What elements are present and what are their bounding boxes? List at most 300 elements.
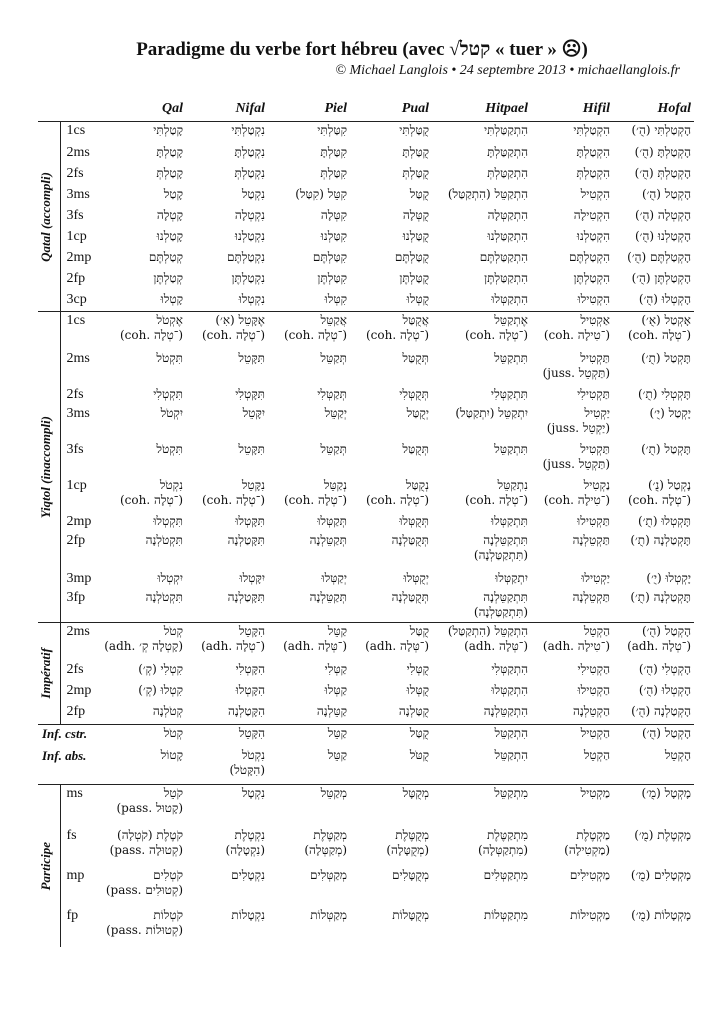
- table-row: [38, 312, 694, 350]
- form-cell: [104, 725, 186, 747]
- form-text: נִקְטַל: [241, 186, 265, 201]
- form-text: קִטַּלְתִּי: [317, 123, 347, 137]
- person-label: 3fs: [66, 207, 84, 223]
- form-cell: [531, 386, 613, 405]
- section-label-cell: [38, 122, 60, 312]
- form-cell: [186, 827, 268, 867]
- form-text: הִתְקַטַּלְתֶּם: [479, 249, 528, 264]
- form-text: (coh. ־טְלָה): [283, 328, 347, 342]
- form-text: קֻטַּלְתָּ: [402, 144, 429, 159]
- form-cell: [350, 477, 432, 513]
- form-text: הַקְטֵל: [583, 624, 610, 638]
- table-row: [38, 207, 694, 228]
- person-label: 1cs: [60, 122, 104, 144]
- form-text: הַקְטֵלְנָה: [573, 703, 610, 718]
- form-cell: [432, 867, 531, 907]
- form-text: נְקֻטַּל: [405, 477, 429, 492]
- form-text: קָטַלְנוּ: [156, 228, 183, 243]
- form-cell: [531, 623, 613, 661]
- form-label: Inf. abs.: [42, 747, 87, 763]
- form-text: יַקְטִיל: [584, 405, 610, 420]
- form-cell: [613, 623, 694, 661]
- person-label: 3ms: [66, 405, 90, 421]
- form-cell: [350, 350, 432, 386]
- form-cell: [350, 249, 432, 270]
- form-text: אֶקָּטֵל (אִ׳): [215, 313, 265, 327]
- form-text: יְקֻטְּלוּ: [403, 570, 429, 585]
- person-label: mp: [66, 867, 85, 883]
- form-text: (coh. ־טְלָה): [365, 492, 429, 507]
- form-text: נִתְקַטֵּל: [497, 477, 528, 492]
- form-text: מָקְטָלִים (מֻ׳): [630, 867, 691, 882]
- column-header: Piel: [268, 93, 350, 122]
- form-cell: [432, 477, 531, 513]
- form-text: אָקְטַל (אֻ׳): [641, 313, 691, 327]
- form-cell: [350, 907, 432, 947]
- form-text: קֻטַּל: [409, 726, 429, 740]
- form-text: קִטַּלְתָּ: [320, 144, 347, 159]
- form-cell: [613, 270, 694, 291]
- form-cell: [531, 405, 613, 441]
- form-text: יַקְטִילוּ: [581, 570, 610, 585]
- form-text: מְקַטְּלִים: [309, 867, 347, 882]
- form-cell: [104, 661, 186, 682]
- form-text: נִקְטַלְתָּ: [234, 144, 265, 159]
- form-cell: [613, 291, 694, 312]
- form-cell: [432, 122, 531, 144]
- person-label: 2fp: [66, 270, 86, 286]
- form-text: הָקְטַלְנָה (הֻ׳): [631, 703, 691, 718]
- form-cell: [186, 785, 268, 827]
- form-cell: [613, 386, 694, 405]
- person-label: 1cp: [66, 228, 87, 244]
- form-cell: [432, 291, 531, 312]
- form-cell: [104, 291, 186, 312]
- form-cell: [268, 312, 350, 350]
- form-text: הִקְטַלְתִּי: [573, 123, 610, 137]
- form-cell: [432, 228, 531, 249]
- form-cell: [432, 441, 531, 477]
- form-cell: [350, 186, 432, 207]
- form-text: תְּקַטְּלִי: [317, 386, 347, 401]
- form-cell: [268, 441, 350, 477]
- form-cell: [186, 867, 268, 907]
- form-text: קָטַלְתְּ: [156, 165, 183, 180]
- table-row: [38, 867, 694, 907]
- form-cell: [268, 589, 350, 623]
- form-cell: [268, 661, 350, 682]
- form-text: תִּקָּטֵל: [238, 441, 265, 456]
- form-cell: [531, 907, 613, 947]
- form-cell: [531, 122, 613, 144]
- form-text: הִקְטַלְתְּ: [576, 165, 610, 180]
- form-cell: [432, 405, 531, 441]
- person-label: fp: [66, 907, 79, 923]
- form-text: תִּתְקַטֵּל: [494, 441, 528, 456]
- form-cell: [531, 312, 613, 350]
- form-text: מָקְטָלוֹת (מֻ׳): [631, 907, 691, 922]
- form-text: מְקֻטָּל: [402, 786, 429, 800]
- person-label: 2fs: [66, 165, 84, 181]
- form-text: מְקַטֶּלֶת: [313, 827, 347, 842]
- person-label: 2ms: [60, 623, 104, 661]
- column-header: Hofal: [613, 93, 694, 122]
- form-text: קֻטַּלְנָה: [398, 703, 429, 718]
- form-text: קָטַלְתָּ: [156, 144, 183, 159]
- form-cell: [613, 827, 694, 867]
- form-text: קֻטְּלוּ: [406, 291, 429, 306]
- form-cell: [268, 513, 350, 532]
- form-cell: [531, 513, 613, 532]
- form-text: קֻטַּל: [409, 186, 429, 201]
- form-text: (juss. תַּקְטֵל): [542, 456, 610, 471]
- person-label: 3mp: [66, 570, 92, 586]
- form-cell: [186, 725, 268, 747]
- form-text: (juss. תַּקְטֵל): [542, 365, 610, 380]
- table-row: [38, 405, 694, 441]
- form-text: הִתְקַטְּלוּ: [491, 291, 528, 306]
- form-text: קֻטַּלְתְּ: [402, 165, 429, 180]
- form-cell: [350, 144, 432, 165]
- form-cell: [613, 532, 694, 570]
- form-text: (coh. ־טְלָה): [201, 328, 265, 342]
- column-header: Nifal: [186, 93, 268, 122]
- form-text: נִקְטָל: [241, 786, 265, 800]
- form-text: קְטֹלְנָה: [152, 703, 183, 718]
- form-text: תַּקְטֵלְנָה: [572, 589, 610, 604]
- form-text: יָקְטַל (יֻ׳): [649, 405, 691, 420]
- form-text: קִטַּלְנוּ: [320, 228, 347, 243]
- form-text: הִתְקַטֵּל: [494, 726, 528, 740]
- form-text: נָקְטַל (נֻ׳): [647, 477, 691, 492]
- form-text: תְּקֻטַּל: [402, 441, 429, 456]
- form-cell: [531, 186, 613, 207]
- form-cell: [432, 703, 531, 725]
- form-text: מָקְטָל (מֻ׳): [641, 786, 691, 800]
- form-cell: [432, 907, 531, 947]
- form-cell: [268, 570, 350, 589]
- form-cell: [268, 827, 350, 867]
- form-text: הִקָּטֵל: [238, 726, 265, 740]
- form-text: הִתְקַטֵּל (הִתְקַטַּל): [447, 186, 528, 201]
- form-cell: [350, 725, 432, 747]
- form-text: יְקֻטַּל: [406, 405, 429, 420]
- form-text: קֻטֹּל: [409, 747, 429, 762]
- form-cell: [432, 682, 531, 703]
- form-cell: [432, 249, 531, 270]
- form-cell: [268, 249, 350, 270]
- form-cell: [350, 270, 432, 291]
- form-cell: [531, 682, 613, 703]
- form-text: (adh. ־טְלָה): [627, 639, 691, 653]
- table-row: [38, 703, 694, 725]
- form-cell: [613, 441, 694, 477]
- form-text: קָטְלוּ: [160, 291, 183, 306]
- form-cell: [531, 228, 613, 249]
- form-text: קֻטַּלְתִּי: [399, 123, 429, 137]
- form-cell: [186, 122, 268, 144]
- form-cell: [104, 312, 186, 350]
- form-text: קֻטְּלוּ: [406, 682, 429, 697]
- form-text: יִקְטְלוּ: [157, 570, 183, 585]
- form-cell: [432, 165, 531, 186]
- form-cell: [432, 270, 531, 291]
- person-label: fs: [66, 827, 77, 843]
- form-cell: [432, 589, 531, 623]
- form-cell: [104, 477, 186, 513]
- form-text: הָקְטְלָה (הֻ׳): [635, 207, 691, 222]
- form-text: תָּקְטַל (תֻ׳): [641, 350, 691, 365]
- form-text: הַקְטֵל: [583, 747, 610, 762]
- form-cell: [613, 207, 694, 228]
- column-header: Hitpael: [432, 93, 531, 122]
- form-cell: [350, 867, 432, 907]
- form-cell: [268, 405, 350, 441]
- form-text: קֻטְּלִי: [406, 661, 429, 676]
- form-text: מְקֻטֶּלֶת: [395, 827, 429, 842]
- form-text: נִקְטֹל: [159, 477, 183, 492]
- form-text: (coh. ־טִילָה): [543, 492, 610, 507]
- table-row: [38, 589, 694, 623]
- form-text: קַטְּלִי: [324, 661, 347, 676]
- form-text: (מַקְטִילָה): [564, 842, 610, 857]
- form-text: (coh. ־טְלָה): [627, 328, 691, 342]
- form-cell: [531, 725, 613, 747]
- form-text: (תִּתְקַטַּלְנָה): [473, 604, 528, 619]
- form-cell: [531, 703, 613, 725]
- form-text: הַקְטִילוּ: [577, 682, 610, 697]
- person-label: 2mp: [66, 513, 92, 529]
- form-text: הִתְקַטַּלְתֶּן: [484, 270, 528, 285]
- form-cell: [186, 249, 268, 270]
- form-text: קֹטְלוֹת: [153, 907, 183, 922]
- form-text: (הִקָּטֹל): [229, 762, 265, 777]
- form-text: קַטֵּל: [327, 726, 347, 740]
- form-text: קֻטַּלְתֶּן: [399, 270, 429, 285]
- form-cell: [531, 249, 613, 270]
- table-row: [38, 477, 694, 513]
- form-text: תַּקְטִיל: [580, 350, 610, 365]
- form-text: נִקְטַלְנוּ: [234, 228, 265, 243]
- table-row: [38, 165, 694, 186]
- form-cell: [268, 725, 350, 747]
- form-cell: [104, 122, 186, 144]
- form-cell: [104, 350, 186, 386]
- form-cell: [613, 186, 694, 207]
- person-label: 2fs: [66, 386, 84, 402]
- table-row: [38, 228, 694, 249]
- form-cell: [531, 350, 613, 386]
- form-text: תַּקְטִיל: [580, 441, 610, 456]
- form-text: הִקְטִילָה: [573, 207, 610, 222]
- person-label: 1cp: [66, 477, 87, 493]
- table-row: [38, 661, 694, 682]
- form-text: תִּתְקַטֵּל: [494, 350, 528, 365]
- form-text: תִּתְקַטֵּלְנָה: [483, 532, 528, 547]
- form-text: מִתְקַטֵּל: [494, 786, 528, 800]
- person-label: 3cp: [66, 291, 87, 307]
- form-cell: [186, 207, 268, 228]
- form-text: יִקָּטְלוּ: [239, 570, 265, 585]
- form-text: הִתְקַטְּלָה: [487, 207, 528, 222]
- form-cell: [350, 682, 432, 703]
- form-cell: [613, 785, 694, 827]
- form-text: קִטַּלְתֶּם: [312, 249, 347, 264]
- form-cell: [186, 747, 268, 785]
- form-cell: [613, 907, 694, 947]
- form-text: הִקְטַלְתֶּן: [573, 270, 610, 285]
- form-cell: [104, 703, 186, 725]
- form-cell: [432, 570, 531, 589]
- table-row: [38, 186, 694, 207]
- form-text: תִּקְטְלוּ: [153, 513, 183, 528]
- form-cell: [104, 513, 186, 532]
- form-text: נִקְטַלְתְּ: [234, 165, 265, 180]
- form-text: הַקְטִיל: [580, 726, 610, 740]
- form-text: קֻטַּל: [409, 624, 429, 638]
- form-text: הָקְטַלְתְּ (הֻ׳): [634, 165, 691, 180]
- form-text: מְקַטְּלוֹת: [310, 907, 347, 922]
- form-cell: [432, 350, 531, 386]
- form-text: מְקֻטָּלִים: [391, 867, 429, 882]
- form-text: קֻטְּלָה: [402, 207, 429, 222]
- form-cell: [104, 532, 186, 570]
- form-text: (pass. קְטוּלוֹת): [106, 922, 183, 937]
- form-cell: [350, 405, 432, 441]
- table-body: [38, 122, 694, 947]
- form-cell: [268, 747, 350, 785]
- form-text: נִקְטֶלֶת: [234, 827, 265, 842]
- form-text: יִתְקַטֵּל (יִתְקַטַּל): [455, 405, 528, 420]
- form-cell: [613, 165, 694, 186]
- form-cell: [531, 441, 613, 477]
- form-text: אַקְטִיל: [580, 313, 610, 327]
- form-text: הָקְטַלְתָּ (הֻ׳): [634, 144, 691, 159]
- form-text: (adh. ־טִילָה): [542, 639, 610, 653]
- form-cell: [432, 725, 531, 747]
- form-text: נְקַטֵּל: [323, 477, 347, 492]
- form-cell: [350, 623, 432, 661]
- form-text: הִקְטִיל: [580, 186, 610, 201]
- form-text: קְטֹל: [163, 624, 183, 638]
- person-label: 3fs: [66, 441, 84, 457]
- form-text: קַטֵּלְנָה: [316, 703, 347, 718]
- form-text: מְקַטֵּל: [320, 786, 347, 800]
- section-label: Qatal (accompli): [38, 171, 53, 262]
- form-text: (adh. קָטְלָה קְ׳): [104, 639, 183, 653]
- form-text: הִתְקַטֵּל (הִתְקַטַּל): [447, 624, 528, 638]
- form-cell: [350, 785, 432, 827]
- form-text: נִקְטָלִים: [231, 867, 265, 882]
- form-text: (coh. ־טְלָה): [119, 328, 183, 342]
- form-text: (coh. ־טִילָה): [543, 328, 610, 342]
- form-text: מִתְקַטְּלוֹת: [483, 907, 528, 922]
- form-cell: [432, 661, 531, 682]
- form-text: תִּקָּטְלִי: [235, 386, 265, 401]
- form-cell: [350, 513, 432, 532]
- person-label: 3ms: [66, 186, 90, 202]
- form-text: תְּקַטֵּלְנָה: [309, 532, 347, 547]
- form-text: תְּקַטֵּלְנָה: [309, 589, 347, 604]
- form-cell: [186, 532, 268, 570]
- form-cell: [104, 270, 186, 291]
- form-cell: [268, 867, 350, 907]
- form-text: (coh. ־טְלָה): [627, 492, 691, 507]
- form-text: תִּתְקַטֵּלְנָה: [483, 589, 528, 604]
- form-text: (coh. ־טְלָה): [365, 328, 429, 342]
- form-cell: [268, 165, 350, 186]
- form-cell: [104, 207, 186, 228]
- form-cell: [350, 441, 432, 477]
- form-text: הִתְקַטַּלְתְּ: [487, 165, 528, 180]
- credit-line: © Michael Langlois • 24 septembre 2013 • michaellanglois.fr: [335, 63, 680, 78]
- form-cell: [350, 703, 432, 725]
- table-row: [38, 827, 694, 867]
- table-row: [38, 725, 694, 747]
- form-text: (נִקְטָלָה): [225, 842, 265, 857]
- form-text: הִקָּטְלִי: [235, 661, 265, 676]
- form-cell: [104, 386, 186, 405]
- form-cell: [531, 207, 613, 228]
- form-cell: [104, 441, 186, 477]
- form-text: קֹטֶלֶת (קֹטְלָה): [117, 827, 183, 842]
- form-text: תְּקַטֵּל: [320, 441, 347, 456]
- form-text: תָּקְטַלְנָה (תֻ׳): [630, 532, 691, 547]
- form-text: קִטַּלְתְּ: [320, 165, 347, 180]
- form-cell: [268, 477, 350, 513]
- form-text: נִקְטָלוֹת: [231, 907, 265, 922]
- form-cell: [104, 907, 186, 947]
- form-text: תִּתְקַטְּלִי: [490, 386, 528, 401]
- form-text: קָטַל: [163, 186, 183, 201]
- form-cell: [432, 386, 531, 405]
- form-text: יָקְטְלוּ (יֻ׳): [646, 570, 691, 585]
- form-text: תְּקֻטְּלִי: [399, 386, 429, 401]
- form-text: תָּקְטְלוּ (תֻ׳): [638, 513, 691, 528]
- form-text: הִקְטַלְתֶּם: [569, 249, 610, 264]
- form-text: תִּתְקַטְּלוּ: [491, 513, 528, 528]
- form-text: קֹטְלִים: [153, 867, 183, 882]
- form-cell: [432, 144, 531, 165]
- form-cell: [350, 532, 432, 570]
- form-cell: [186, 441, 268, 477]
- table-row: [38, 570, 694, 589]
- form-text: יְקַטֵּל: [324, 405, 347, 420]
- form-cell: [613, 725, 694, 747]
- table-row: [38, 623, 694, 661]
- form-cell: [104, 623, 186, 661]
- form-text: קִטֵּל (קִטַּל): [295, 186, 347, 201]
- form-text: תִּקָּטַלְנָה: [227, 589, 265, 604]
- form-cell: [531, 827, 613, 867]
- section-label-cell: [38, 623, 60, 725]
- form-text: נִקְטְלוּ: [238, 291, 265, 306]
- form-text: נִקְטַלְתֶּם: [227, 249, 265, 264]
- form-cell: [613, 249, 694, 270]
- form-text: קַטְּלוּ: [324, 682, 347, 697]
- form-cell: [186, 570, 268, 589]
- table-row: [38, 350, 694, 386]
- form-cell: [531, 747, 613, 785]
- form-cell: [268, 270, 350, 291]
- form-cell: [350, 827, 432, 867]
- form-cell: [104, 249, 186, 270]
- form-cell: [613, 570, 694, 589]
- form-cell: [613, 312, 694, 350]
- form-text: נִקְטַלְתִּי: [231, 123, 265, 137]
- table-row: [38, 270, 694, 291]
- form-text: (adh. ־טְלָה): [201, 639, 265, 653]
